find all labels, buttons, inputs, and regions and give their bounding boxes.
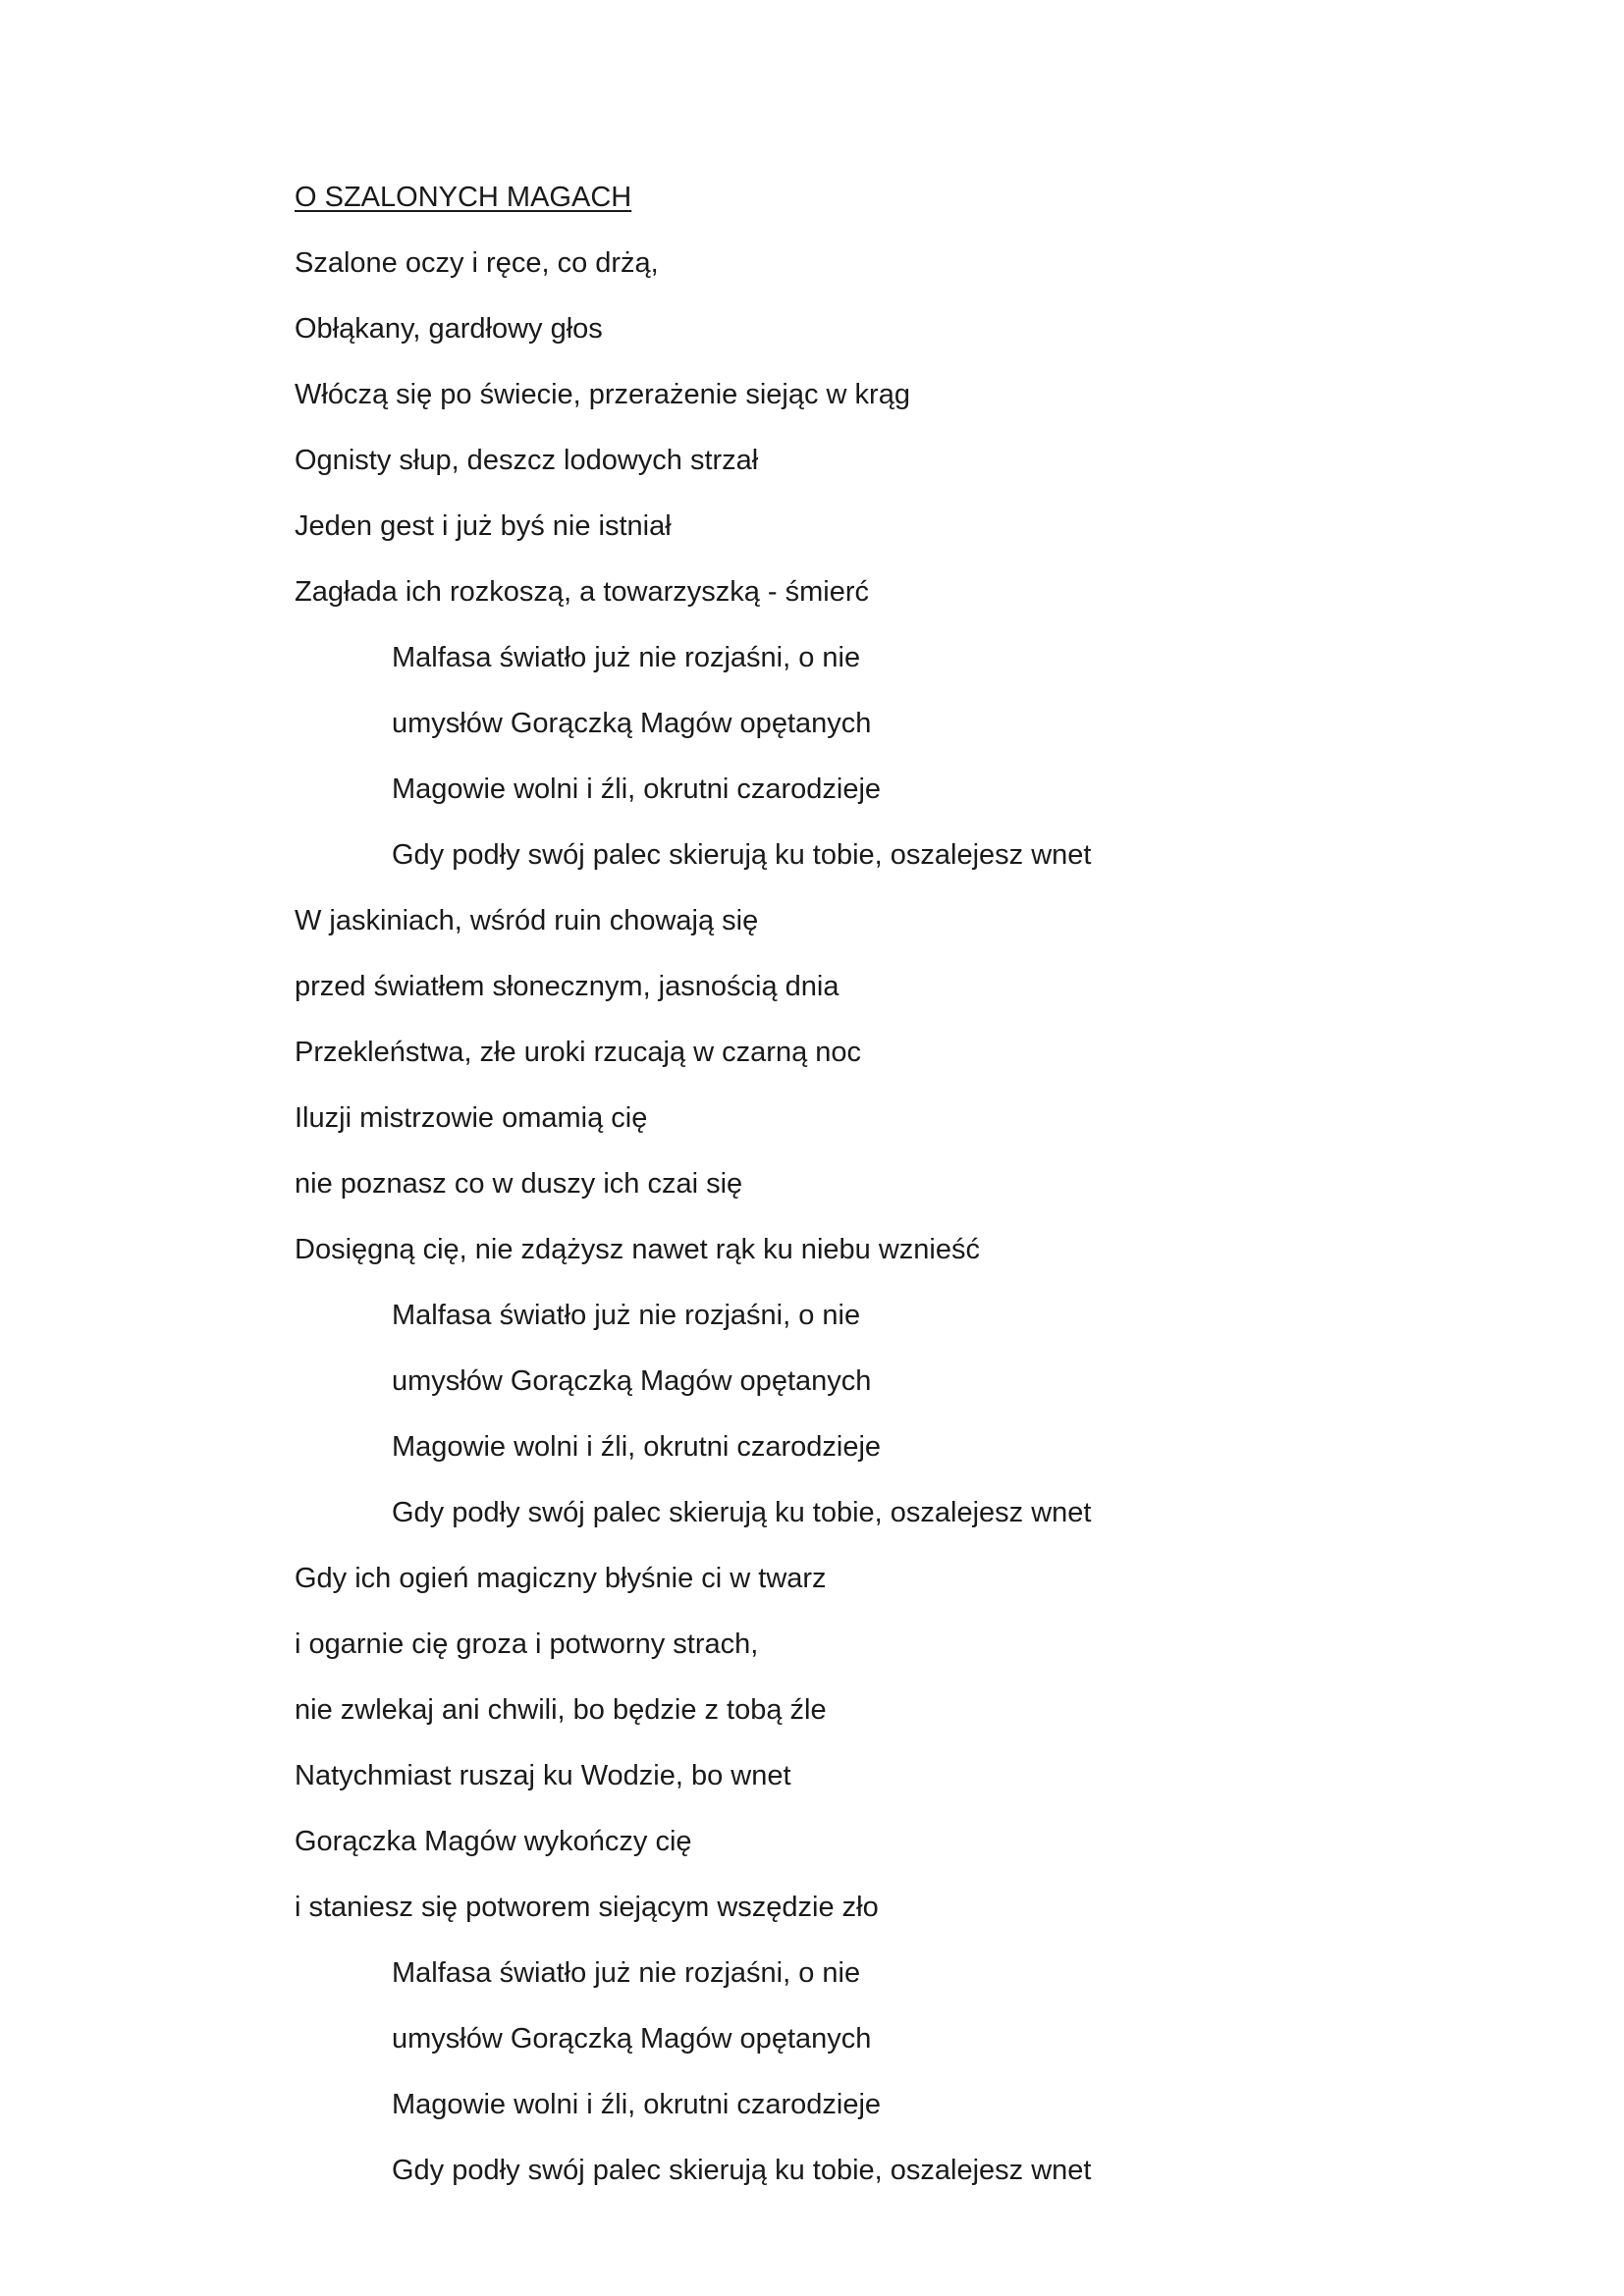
- chorus-line: umysłów Gorączką Magów opętanych: [392, 1365, 872, 1397]
- verse-line: i ogarnie cię groza i potworny strach,: [295, 1629, 759, 1660]
- chorus-line: Malfasa światło już nie rozjaśni, o nie: [392, 1300, 861, 1331]
- chorus-3: [295, 1941, 1473, 2204]
- chorus-line: Magowie wolni i źli, okrutni czarodzieje: [392, 774, 882, 805]
- chorus-1: [295, 625, 1473, 888]
- verse-3: [295, 1546, 1473, 1941]
- verse-line: Zagłada ich rozkoszą, a towarzyszką - śmierć: [295, 576, 870, 608]
- chorus-line: Malfasa światło już nie rozjaśni, o nie: [392, 1957, 861, 1989]
- chorus-line: Gdy podły swój palec skierują ku tobie, oszalejesz wnet: [392, 1497, 1092, 1528]
- chorus-line: umysłów Gorączką Magów opętanych: [392, 2023, 872, 2055]
- poem-body: [295, 165, 1473, 2204]
- verse-line: przed światłem słonecznym, jasnością dnia: [295, 971, 839, 1002]
- chorus-2: [295, 1283, 1473, 1546]
- chorus-line: Gdy podły swój palec skierują ku tobie, oszalejesz wnet: [392, 839, 1092, 871]
- verse-line: Włóczą się po świecie, przerażenie siejąc w krąg: [295, 379, 910, 410]
- verse-line: Natychmiast ruszaj ku Wodzie, bo wnet: [295, 1760, 791, 1791]
- chorus-line: Gdy podły swój palec skierują ku tobie, oszalejesz wnet: [392, 2155, 1092, 2186]
- chorus-line: Magowie wolni i źli, okrutni czarodzieje: [392, 2089, 882, 2120]
- verse-line: Iluzji mistrzowie omamią cię: [295, 1102, 648, 1134]
- verse-2: [295, 888, 1473, 1283]
- verse-line: Gdy ich ogień magiczny błyśnie ci w twarz: [295, 1563, 827, 1594]
- chorus-line: Magowie wolni i źli, okrutni czarodzieje: [392, 1431, 882, 1463]
- chorus-line: Malfasa światło już nie rozjaśni, o nie: [392, 642, 861, 673]
- verse-line: Ognisty słup, deszcz lodowych strzał: [295, 445, 759, 476]
- verse-line: nie zwlekaj ani chwili, bo będzie z tobą źle: [295, 1694, 827, 1726]
- verse-line: nie poznasz co w duszy ich czai się: [295, 1168, 743, 1200]
- chorus-line: umysłów Gorączką Magów opętanych: [392, 708, 872, 739]
- poem-title: O SZALONYCH MAGACH: [295, 182, 632, 213]
- verse-line: Jeden gest i już byś nie istniał: [295, 510, 672, 542]
- verse-line: Dosięgną cię, nie zdążysz nawet rąk ku niebu wznieść: [295, 1234, 980, 1265]
- verse-line: i staniesz się potworem siejącym wszędzie zło: [295, 1892, 879, 1923]
- verse-line: Szalone oczy i ręce, co drżą,: [295, 247, 659, 279]
- verse-line: W jaskiniach, wśród ruin chowają się: [295, 905, 759, 936]
- verse-line: Gorączka Magów wykończy cię: [295, 1826, 692, 1857]
- verse-1: [295, 231, 1473, 625]
- verse-line: Przekleństwa, złe uroki rzucają w czarną noc: [295, 1037, 862, 1068]
- verse-line: Obłąkany, gardłowy głos: [295, 313, 603, 345]
